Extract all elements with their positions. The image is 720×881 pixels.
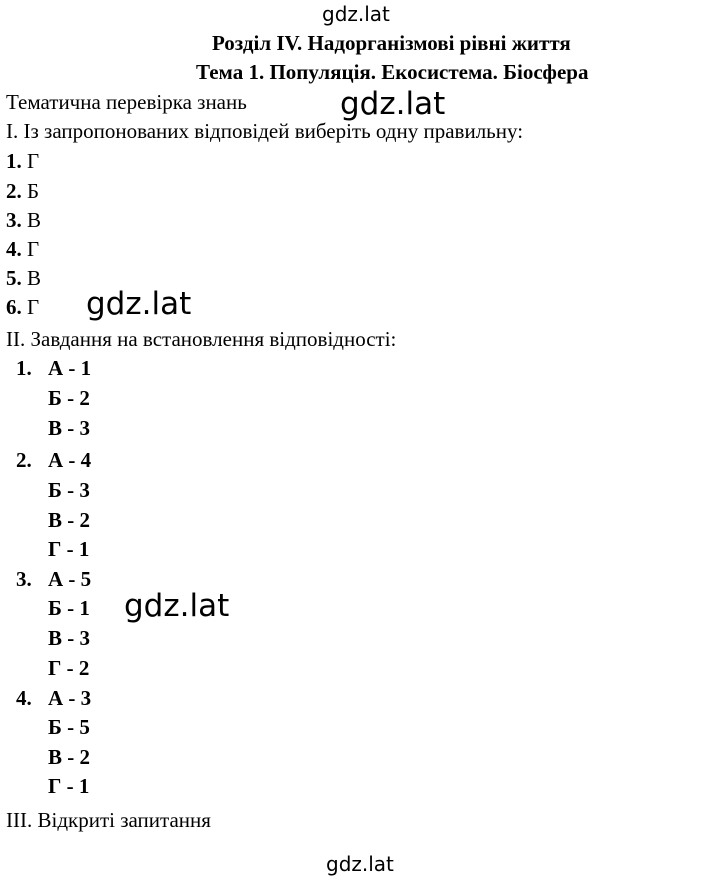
topic-heading: Тема 1. Популяція. Екосистема. Біосфера [196, 60, 589, 84]
match-pair: А - 1 [48, 356, 92, 380]
answer-number: 5. [6, 266, 22, 290]
watermark-mid-2: gdz.lat [86, 286, 192, 322]
part3-title: ІІІ. Відкриті запитання [6, 808, 211, 832]
match-pair: А - 5 [48, 567, 92, 591]
answer-value: В [27, 208, 42, 232]
answer-number: 6. [6, 295, 22, 319]
answer-value: Б [27, 179, 40, 203]
match-pair: В - 2 [48, 745, 90, 769]
match-pair: Б - 3 [48, 478, 90, 502]
match-pair: В - 3 [48, 416, 90, 440]
answer-value: Г [27, 237, 40, 261]
match-pair: В - 2 [48, 508, 90, 532]
part1-answer [6, 208, 41, 233]
part1-title: І. Із запропонованих відповідей виберіть одну правильну: [6, 119, 524, 143]
match-task-number: 3. [16, 567, 32, 591]
part1-answer [6, 295, 39, 320]
answer-value: Г [27, 149, 40, 173]
section-heading: Розділ IV. Надорганізмові рівні життя [212, 31, 571, 55]
part1-answer [6, 179, 39, 204]
match-pair: Г - 2 [48, 656, 90, 680]
match-pair: Б - 2 [48, 386, 90, 410]
intro-text: Тематична перевірка знань [6, 90, 247, 114]
part2-title: ІІ. Завдання на встановлення відповідності: [6, 327, 397, 351]
match-pair: Б - 5 [48, 715, 90, 739]
match-pair: Г - 1 [48, 774, 90, 798]
match-task-number: 1. [16, 356, 32, 380]
match-pair: Г - 1 [48, 537, 90, 561]
part1-answer [6, 149, 39, 174]
match-pair: Б - 1 [48, 596, 90, 620]
watermark-mid-1: gdz.lat [340, 86, 446, 122]
watermark-bottom: gdz.lat [326, 852, 394, 876]
match-pair: А - 3 [48, 686, 92, 710]
answer-value: Г [27, 295, 40, 319]
match-pair: А - 4 [48, 448, 92, 472]
watermark-top: gdz.lat [322, 2, 390, 26]
watermark-mid-3: gdz.lat [124, 588, 230, 624]
answer-number: 2. [6, 179, 22, 203]
answer-number: 3. [6, 208, 22, 232]
part1-answer [6, 266, 41, 291]
match-task-number: 4. [16, 686, 32, 710]
match-task-number: 2. [16, 448, 32, 472]
answer-number: 1. [6, 149, 22, 173]
part1-answer [6, 237, 39, 262]
answer-number: 4. [6, 237, 22, 261]
match-pair: В - 3 [48, 626, 90, 650]
answer-value: В [27, 266, 42, 290]
